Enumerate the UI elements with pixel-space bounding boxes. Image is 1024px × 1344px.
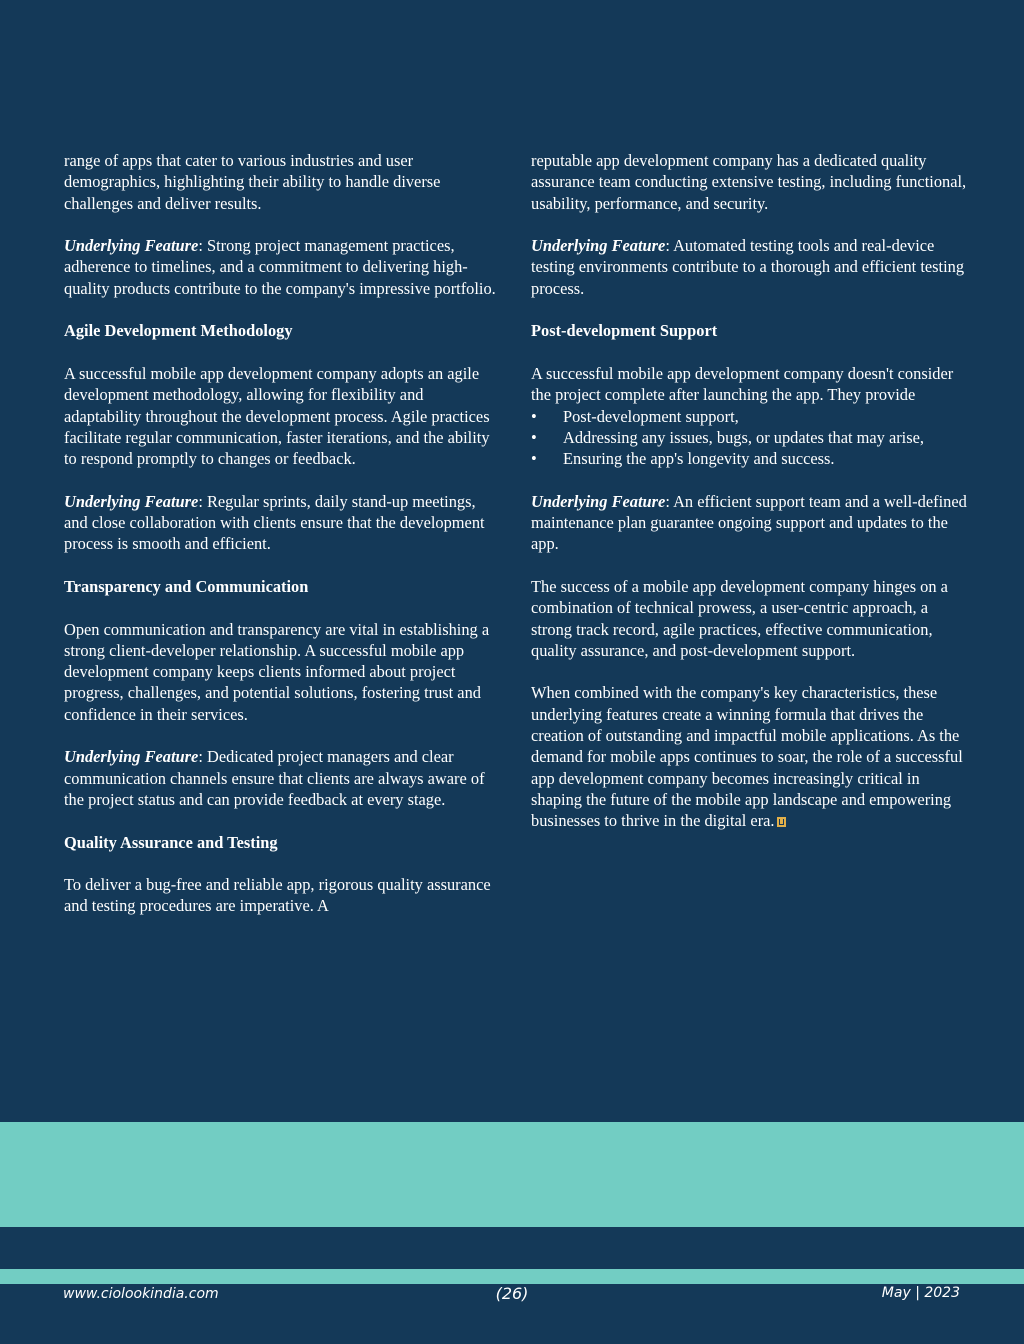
footer-url[interactable]: www.ciolookindia.com bbox=[63, 1286, 219, 1302]
final-text: When combined with the company's key characteristics, these underlying features create a winning formula that drives the creation of outstanding and impactful mobile applications. As the demand for mobile apps continues to soar, the role of a successful app development company becomes increasingly critical in shaping the future of the mobile app landscape and empowering businesses to thrive in the digital era. bbox=[531, 683, 963, 831]
feature-text: : Strong project management practices, adherence to timelines, and a commitment to delivering high-quality products contribute to the company's impressive portfolio. bbox=[64, 236, 496, 298]
paragraph-success: The success of a mobile app development company hinges on a combination of technical prowess, a user-centric approach, a strong track record, agile practices, effective communication, quality assurance, and post-development support. bbox=[531, 576, 948, 660]
feature-label: Underlying Feature bbox=[64, 747, 199, 767]
heading-transparency: Transparency and Communication bbox=[64, 576, 309, 596]
feature-text: : Regular sprints, daily stand-up meetings, and close collaboration with clients ensure that the development process is smooth and efficient. bbox=[64, 491, 485, 554]
footer-stripe bbox=[0, 1269, 1024, 1284]
paragraph-agile: A successful mobile app development company adopts an agile development methodology, allowing for flexibility and adaptability throughout the development process. Agile practices facilitate regular communication, faster iterations, and the ability to respond promptly to changes or feedback. bbox=[64, 363, 490, 469]
feature-text: : Dedicated project managers and clear communication channels ensure that clients are always aware of the project status and can provide feedback at every stage. bbox=[64, 747, 485, 809]
heading-qa: Quality Assurance and Testing bbox=[64, 832, 278, 852]
feature-portfolio bbox=[64, 235, 500, 299]
feature-label: Underlying Feature bbox=[64, 491, 199, 511]
right-column bbox=[531, 150, 971, 853]
feature-label: Underlying Feature bbox=[64, 236, 199, 256]
feature-label: Underlying Feature bbox=[531, 236, 666, 256]
paragraph-qa-continued: reputable app development company has a dedicated quality assurance team conducting extensive testing, including functional, usability, performance, and security. bbox=[531, 151, 967, 213]
paragraph-qa: To deliver a bug-free and reliable app, rigorous quality assurance and testing procedures are imperative. A bbox=[64, 875, 491, 916]
left-column bbox=[64, 150, 500, 938]
article-end-icon bbox=[777, 817, 786, 827]
feature-transparency bbox=[64, 746, 500, 810]
paragraph-portfolio-continued: range of apps that cater to various industries and user demographics, highlighting their ability to handle diverse challenges and deliver results. bbox=[64, 151, 441, 213]
page-number: (26) bbox=[495, 1284, 529, 1303]
feature-text: : Automated testing tools and real-device testing environments contribute to a thorough and efficient testing process. bbox=[531, 236, 965, 298]
issue-date: May | 2023 bbox=[881, 1285, 960, 1301]
list-item: • Post-development support, bbox=[531, 406, 971, 427]
decorative-band bbox=[0, 1122, 1024, 1227]
list-item: • Addressing any issues, bugs, or updates that may arise, bbox=[531, 427, 971, 448]
paragraph-transparency: Open communication and transparency are vital in establishing a strong client-developer relationship. A successful mobile app development company keeps clients informed about project progress, challenges, and potential solutions, fostering trust and confidence in their services. bbox=[64, 619, 490, 724]
footer bbox=[0, 1284, 1024, 1306]
feature-testing bbox=[531, 235, 971, 299]
feature-text: : An efficient support team and a well-defined maintenance plan guarantee ongoing support and updates to the app. bbox=[531, 491, 967, 554]
heading-agile: Agile Development Methodology bbox=[64, 321, 293, 341]
paragraph-support: A successful mobile app development company doesn't consider the project complete after launching the app. They provide bbox=[531, 363, 954, 405]
list-item: • Ensuring the app's longevity and success. bbox=[531, 448, 971, 469]
feature-agile bbox=[64, 491, 500, 555]
feature-label: Underlying Feature bbox=[531, 491, 666, 511]
heading-support: Post-development Support bbox=[531, 321, 718, 341]
support-list bbox=[531, 406, 971, 470]
paragraph-final bbox=[531, 682, 971, 831]
feature-support bbox=[531, 491, 971, 555]
